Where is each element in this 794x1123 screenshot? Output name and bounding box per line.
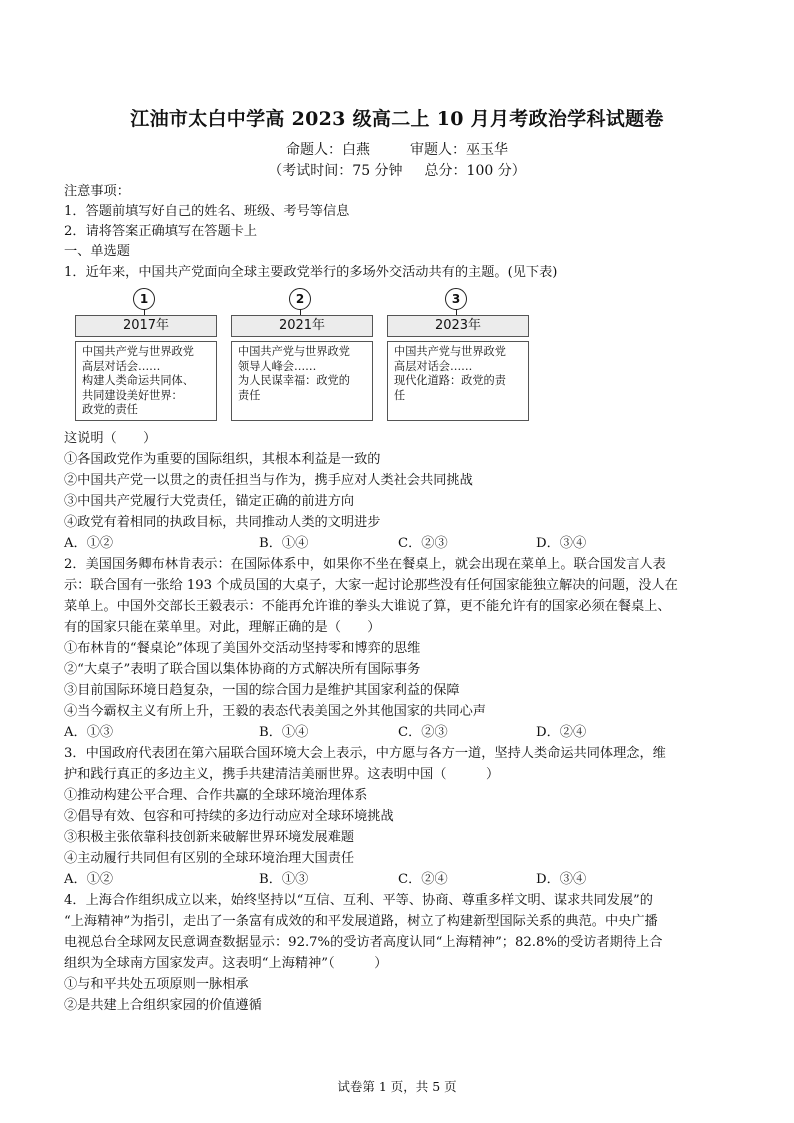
statement-item: ②倡导有效、包容和可持续的多边行动应对全球环境挑战 <box>64 809 394 824</box>
option-c[interactable]: C．②③ <box>398 536 448 551</box>
option-b[interactable]: B．①③ <box>259 872 309 887</box>
table-cell <box>231 341 373 421</box>
option-a[interactable]: A．①③ <box>64 725 114 740</box>
statement-item: ④当今霸权主义有所上升，王毅的表态代表美国之外其他国家的共同心声 <box>64 704 486 719</box>
q2-stem-line: 示：联合国有一张给 193 个成员国的大桌子，大家一起讨论那些没有任何国家能独立解决的问题，没人在 <box>64 578 678 593</box>
statement-item: ③中国共产党履行大党责任，锚定正确的前进方向 <box>64 494 355 509</box>
reviewer-label: 审题人：巫玉华 <box>410 142 508 158</box>
notes-heading: 注意事项： <box>64 184 130 199</box>
year-header: 2017年 <box>75 315 217 337</box>
exam-info-line <box>0 160 794 180</box>
total-score: 总分：100 分） <box>424 163 526 179</box>
q3-stem-line: 护和践行真正的多边主义，携手共建清洁美丽世界。这表明中国（ ） <box>64 767 500 782</box>
table-cell <box>75 341 217 421</box>
q1-prompt: 这说明（ ） <box>64 431 157 446</box>
number-circle: 3 <box>445 288 467 310</box>
cell-line: 为人民谋幸福：政党的 <box>238 374 350 387</box>
q4-stem-line: “上海精神”为指引，走出了一条富有成效的和平发展道路，树立了构建新型国际关系的典范。中央广播 <box>64 914 658 929</box>
option-d[interactable]: D．③④ <box>536 536 587 551</box>
statement-item: ③积极主张依靠科技创新来破解世界环境发展难题 <box>64 830 355 845</box>
cell-line: 中国共产党与世界政党 <box>394 345 506 358</box>
cell-line: 领导人峰会…… <box>238 359 317 373</box>
cell-line: 共同建设美好世界： <box>82 388 183 402</box>
statement-item: ④主动履行共同但有区别的全球环境治理大国责任 <box>64 851 355 866</box>
number-circle: 1 <box>133 288 155 310</box>
statement-item: ②中国共产党一以贯之的责任担当与作为，携手应对人类社会共同挑战 <box>64 473 473 488</box>
option-c[interactable]: C．②④ <box>398 872 448 887</box>
year-header: 2023年 <box>387 315 529 337</box>
cell-line: 高层对话会…… <box>394 359 473 373</box>
q1-options <box>64 534 744 554</box>
q3-options <box>64 870 744 890</box>
notes-item: 2．请将答案正确填写在答题卡上 <box>64 224 258 239</box>
option-c[interactable]: C．②③ <box>398 725 448 740</box>
q1-stem: 1．近年来，中国共产党面向全球主要政党举行的多场外交活动共有的主题。(见下表) <box>64 265 558 280</box>
cell-line: 责任 <box>238 388 261 402</box>
exam-time: （考试时间：75 分钟 <box>268 163 403 179</box>
q3-stem-line: 3．中国政府代表团在第六届联合国环境大会上表示，中方愿与各方一道，坚持人类命运共同体理念，维 <box>64 746 666 761</box>
cell-line: 现代化道路：政党的责 <box>394 374 506 387</box>
cell-line: 中国共产党与世界政党 <box>82 345 194 358</box>
option-b[interactable]: B．①④ <box>259 536 309 551</box>
statement-item: ①与和平共处五项原则一脉相承 <box>64 977 249 992</box>
q2-options <box>64 723 744 743</box>
option-d[interactable]: D．②④ <box>536 725 587 740</box>
exam-title: 江油市太白中学高 2023 级高二上 10 月月考政治学科试题卷 <box>130 108 664 130</box>
notes-item: 1．答题前填写好自己的姓名、班级、考号等信息 <box>64 204 350 219</box>
page-footer: 试卷第 1 页，共 5 页 <box>337 1079 457 1094</box>
cell-line: 政党的责任 <box>82 403 138 416</box>
option-b[interactable]: B．①④ <box>259 725 309 740</box>
statement-item: ①各国政党作为重要的国际组织，其根本利益是一致的 <box>64 452 381 467</box>
statement-item: ③目前国际环境日趋复杂，一国的综合国力是维护其国家利益的保障 <box>64 683 460 698</box>
statement-item: ①推动构建公平合理、合作共赢的全球环境治理体系 <box>64 788 368 803</box>
option-a[interactable]: A．①② <box>64 536 114 551</box>
number-circle: 2 <box>289 288 311 310</box>
q4-stem-line: 4．上海合作组织成立以来，始终坚持以“互信、互利、平等、协商、尊重多样文明、谋求共同发展”的 <box>64 893 653 908</box>
table-cell <box>387 341 529 421</box>
cell-line: 任 <box>394 388 406 402</box>
statement-item: ②是共建上合组织家园的价值遵循 <box>64 998 262 1013</box>
q4-stem-line: 组织为全球南方国家发声。这表明“上海精神”（ ） <box>64 956 388 971</box>
section-heading: 一、单选题 <box>64 244 130 259</box>
option-d[interactable]: D．③④ <box>536 872 587 887</box>
statement-item: ④政党有着相同的执政目标，共同推动人类的文明进步 <box>64 515 381 530</box>
statement-item: ①布林肯的“餐桌论”体现了美国外交活动坚持零和博弈的思维 <box>64 641 421 656</box>
option-a[interactable]: A．①② <box>64 872 114 887</box>
year-header: 2021年 <box>231 315 373 337</box>
q2-stem-line: 2．美国国务卿布林肯表示：在国际体系中，如果你不坐在餐桌上，就会出现在菜单上。联合国发言人表 <box>64 557 666 572</box>
cell-line: 高层对话会…… <box>82 359 161 373</box>
q2-stem-line: 菜单上。中国外交部长王毅表示：不能再允许谁的拳头大谁说了算，更不能允许有的国家必须在餐桌上、 <box>64 599 671 614</box>
statement-item: ②“大桌子”表明了联合国以集体协商的方式解决所有国际事务 <box>64 662 421 677</box>
q4-stem-line: 电视总台全球网友民意调查数据显示：92.7%的受访者高度认同“上海精神”；82.8%的受访者期待上合 <box>64 935 663 950</box>
cell-line: 构建人类命运共同体、 <box>82 374 194 387</box>
q2-stem-line: 有的国家只能在菜单里。对此，理解正确的是（ ） <box>64 620 381 635</box>
authors-line <box>0 139 794 159</box>
setter-label: 命题人：白燕 <box>286 142 370 158</box>
cell-line: 中国共产党与世界政党 <box>238 345 350 358</box>
